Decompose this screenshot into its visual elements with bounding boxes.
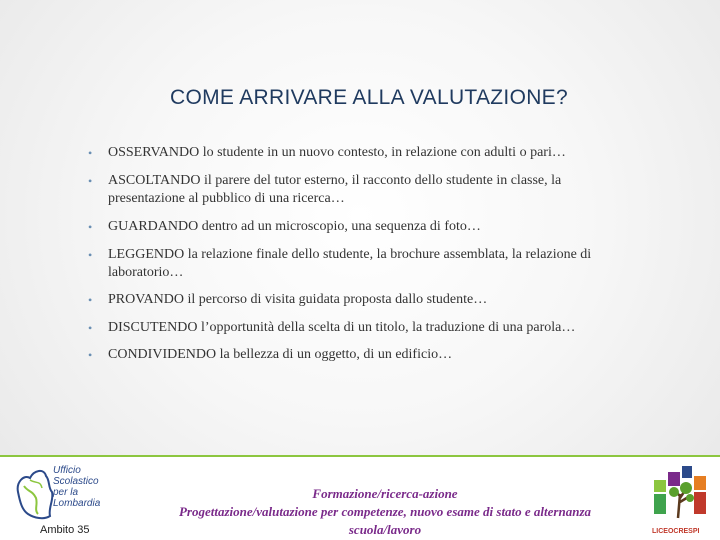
ufficio-scolastico-logo-text: Ufficio Scolastico per la Lombardia bbox=[53, 465, 101, 509]
bullet-glyph: • bbox=[88, 146, 93, 160]
bullet-text: GUARDANDO dentro ad un microscopio, una sequenza di foto… bbox=[108, 219, 481, 234]
bullet-item bbox=[88, 218, 481, 236]
footer-caption-line: Progettazione/valutazione per competenze, nuovo esame di stato e alternanza bbox=[178, 504, 592, 519]
ambito-label: Ambito 35 bbox=[40, 524, 90, 536]
bullet-text: OSSERVANDO lo studente in un nuovo contesto, in relazione con adulti o pari… bbox=[108, 145, 566, 160]
bullet-item bbox=[88, 172, 561, 208]
bullet-item bbox=[88, 319, 575, 337]
bullet-text: PROVANDO il percorso di visita guidata proposta dallo studente… bbox=[108, 292, 488, 307]
slide-title: COME ARRIVARE ALLA VALUTAZIONE? bbox=[170, 86, 568, 109]
bullet-glyph: • bbox=[88, 293, 93, 307]
bullet-glyph: • bbox=[88, 174, 93, 188]
footer-caption-line: Formazione/ricerca-azione bbox=[312, 486, 458, 501]
bullet-item bbox=[88, 144, 566, 162]
bullet-text: CONDIVIDENDO la bellezza di un oggetto, di un edificio… bbox=[108, 347, 453, 362]
bullet-item bbox=[88, 346, 452, 364]
bullet-item bbox=[88, 291, 487, 309]
bullet-glyph: • bbox=[88, 321, 93, 335]
school-name: LICEOCRESPI bbox=[652, 528, 700, 535]
bullet-text-continued: laboratorio… bbox=[108, 265, 184, 280]
bullet-glyph: • bbox=[88, 348, 93, 362]
footer-caption-line: scuola/lavoro bbox=[348, 522, 422, 537]
bullet-text: DISCUTENDO l’opportunità della scelta di un titolo, la traduzione di una parola… bbox=[108, 320, 576, 335]
footer-caption bbox=[120, 485, 650, 539]
bullet-text-continued: presentazione al pubblico di una ricerca… bbox=[108, 191, 345, 206]
bullet-text: ASCOLTANDO il parere del tutor esterno, il racconto dello studente in classe, la bbox=[108, 173, 562, 188]
bullet-item bbox=[88, 246, 591, 282]
school-logo-icon bbox=[650, 462, 712, 530]
bullet-glyph: • bbox=[88, 220, 93, 234]
bullet-text: LEGGENDO la relazione finale dello studente, la brochure assemblata, la relazione di bbox=[108, 247, 592, 262]
bullet-glyph: • bbox=[88, 248, 93, 262]
